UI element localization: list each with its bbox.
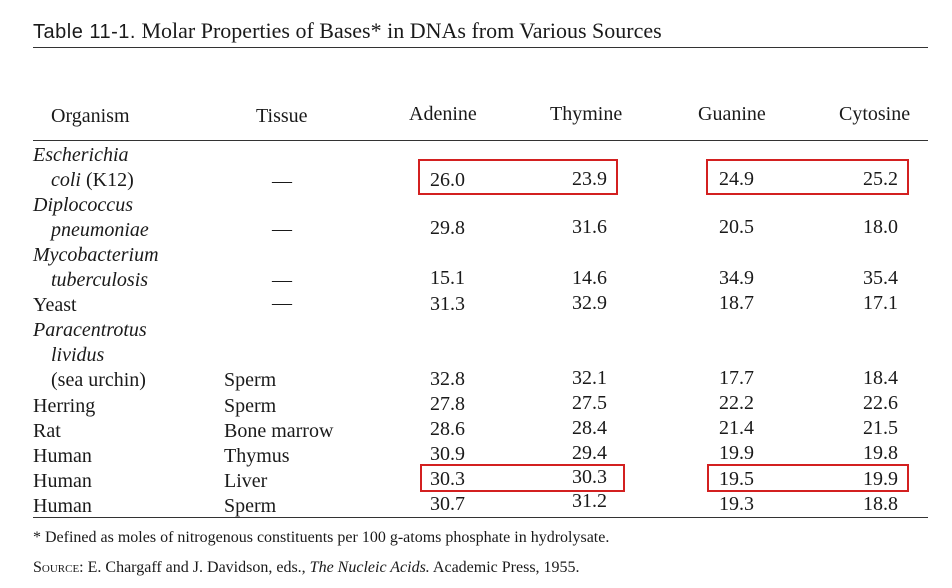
tissue-cell: Liver: [224, 470, 268, 492]
thymine-cell: 30.3: [572, 466, 607, 488]
adenine-cell: 32.8: [430, 368, 465, 390]
tissue-cell: —: [272, 269, 292, 291]
organism-species: tuberculosis: [51, 269, 149, 291]
organism-name: Human: [33, 470, 92, 492]
tissue-cell: Sperm: [224, 495, 277, 517]
thymine-cell: 32.1: [572, 367, 607, 389]
organism-genus: Mycobacterium: [33, 244, 159, 266]
organism-genus: Paracentrotus: [33, 319, 147, 341]
organism-name: Human: [33, 495, 92, 517]
guanine-cell: 20.5: [719, 216, 754, 238]
cytosine-cell: 22.6: [863, 392, 898, 414]
guanine-cell: 34.9: [719, 267, 754, 289]
adenine-cell: 31.3: [430, 293, 465, 315]
thymine-cell: 28.4: [572, 417, 607, 439]
table-caption: [33, 18, 662, 44]
thymine-cell: 23.9: [572, 168, 607, 190]
cytosine-cell: 35.4: [863, 267, 898, 289]
thymine-cell: 14.6: [572, 267, 607, 289]
organism-species: lividus: [51, 344, 105, 366]
tissue-cell: Sperm: [224, 395, 277, 417]
highlight-box-liver-gc: [707, 464, 909, 492]
organism-name: Rat: [33, 420, 61, 442]
organism-common-name: (sea urchin): [51, 369, 146, 391]
adenine-cell: 27.8: [430, 393, 465, 415]
thymine-cell: 27.5: [572, 392, 607, 414]
organism-name: Human: [33, 445, 92, 467]
guanine-cell: 22.2: [719, 392, 754, 414]
guanine-cell: 17.7: [719, 367, 754, 389]
thymine-cell: 31.2: [572, 490, 607, 512]
bottom-rule: [33, 517, 928, 518]
tissue-cell: Sperm: [224, 369, 277, 391]
tissue-cell: —: [272, 292, 292, 314]
cytosine-cell: 19.8: [863, 442, 898, 464]
thymine-cell: 29.4: [572, 442, 607, 464]
header-rule: [33, 140, 928, 141]
adenine-cell: 26.0: [430, 169, 465, 191]
organism-genus: Escherichia: [33, 144, 129, 166]
cytosine-cell: 19.9: [863, 468, 898, 490]
cytosine-cell: 21.5: [863, 417, 898, 439]
header-organism: Organism: [51, 105, 130, 127]
guanine-cell: 21.4: [719, 417, 754, 439]
table-number: Table 11-1.: [33, 21, 136, 43]
thymine-cell: 32.9: [572, 292, 607, 314]
source-citation: Source: E. Chargaff and J. Davidson, eds., The Nucleic Acids. Academic Press, 1955.: [33, 559, 580, 576]
thymine-cell: 31.6: [572, 216, 607, 238]
header-thymine: Thymine: [550, 103, 623, 125]
top-rule: [33, 47, 928, 48]
table-title: Molar Properties of Bases* in DNAs from Various Sources: [141, 18, 662, 43]
guanine-cell: 19.3: [719, 493, 754, 515]
book-title: The Nucleic Acids.: [309, 559, 430, 576]
adenine-cell: 30.3: [430, 468, 465, 490]
adenine-cell: 30.7: [430, 493, 465, 515]
adenine-cell: 29.8: [430, 217, 465, 239]
organism-name: Herring: [33, 395, 96, 417]
cytosine-cell: 18.8: [863, 493, 898, 515]
guanine-cell: 24.9: [719, 168, 754, 190]
header-tissue: Tissue: [256, 105, 308, 127]
source-label: Source:: [33, 559, 84, 576]
tissue-cell: —: [272, 170, 292, 192]
cytosine-cell: 18.4: [863, 367, 898, 389]
guanine-cell: 19.5: [719, 468, 754, 490]
cytosine-cell: 18.0: [863, 216, 898, 238]
header-adenine: Adenine: [409, 103, 477, 125]
adenine-cell: 30.9: [430, 443, 465, 465]
highlight-box-ecoli-at: [418, 159, 618, 195]
tissue-cell: Thymus: [224, 445, 290, 467]
adenine-cell: 28.6: [430, 418, 465, 440]
header-cytosine: Cytosine: [839, 103, 911, 125]
adenine-cell: 15.1: [430, 267, 465, 289]
cytosine-cell: 17.1: [863, 292, 898, 314]
header-guanine: Guanine: [698, 103, 766, 125]
organism-genus: Diplococcus: [33, 194, 133, 216]
footnote: * Defined as moles of nitrogenous constituents per 100 g-atoms phosphate in hydrolysate.: [33, 529, 610, 546]
tissue-cell: —: [272, 218, 292, 240]
cytosine-cell: 25.2: [863, 168, 898, 190]
guanine-cell: 19.9: [719, 442, 754, 464]
organism-name: Yeast: [33, 294, 77, 316]
guanine-cell: 18.7: [719, 292, 754, 314]
highlight-box-ecoli-gc: [706, 159, 909, 195]
organism-species: pneumoniae: [51, 219, 149, 241]
highlight-box-liver-at: [420, 464, 625, 492]
tissue-cell: Bone marrow: [224, 420, 334, 442]
organism-species: coli (K12): [51, 169, 134, 191]
